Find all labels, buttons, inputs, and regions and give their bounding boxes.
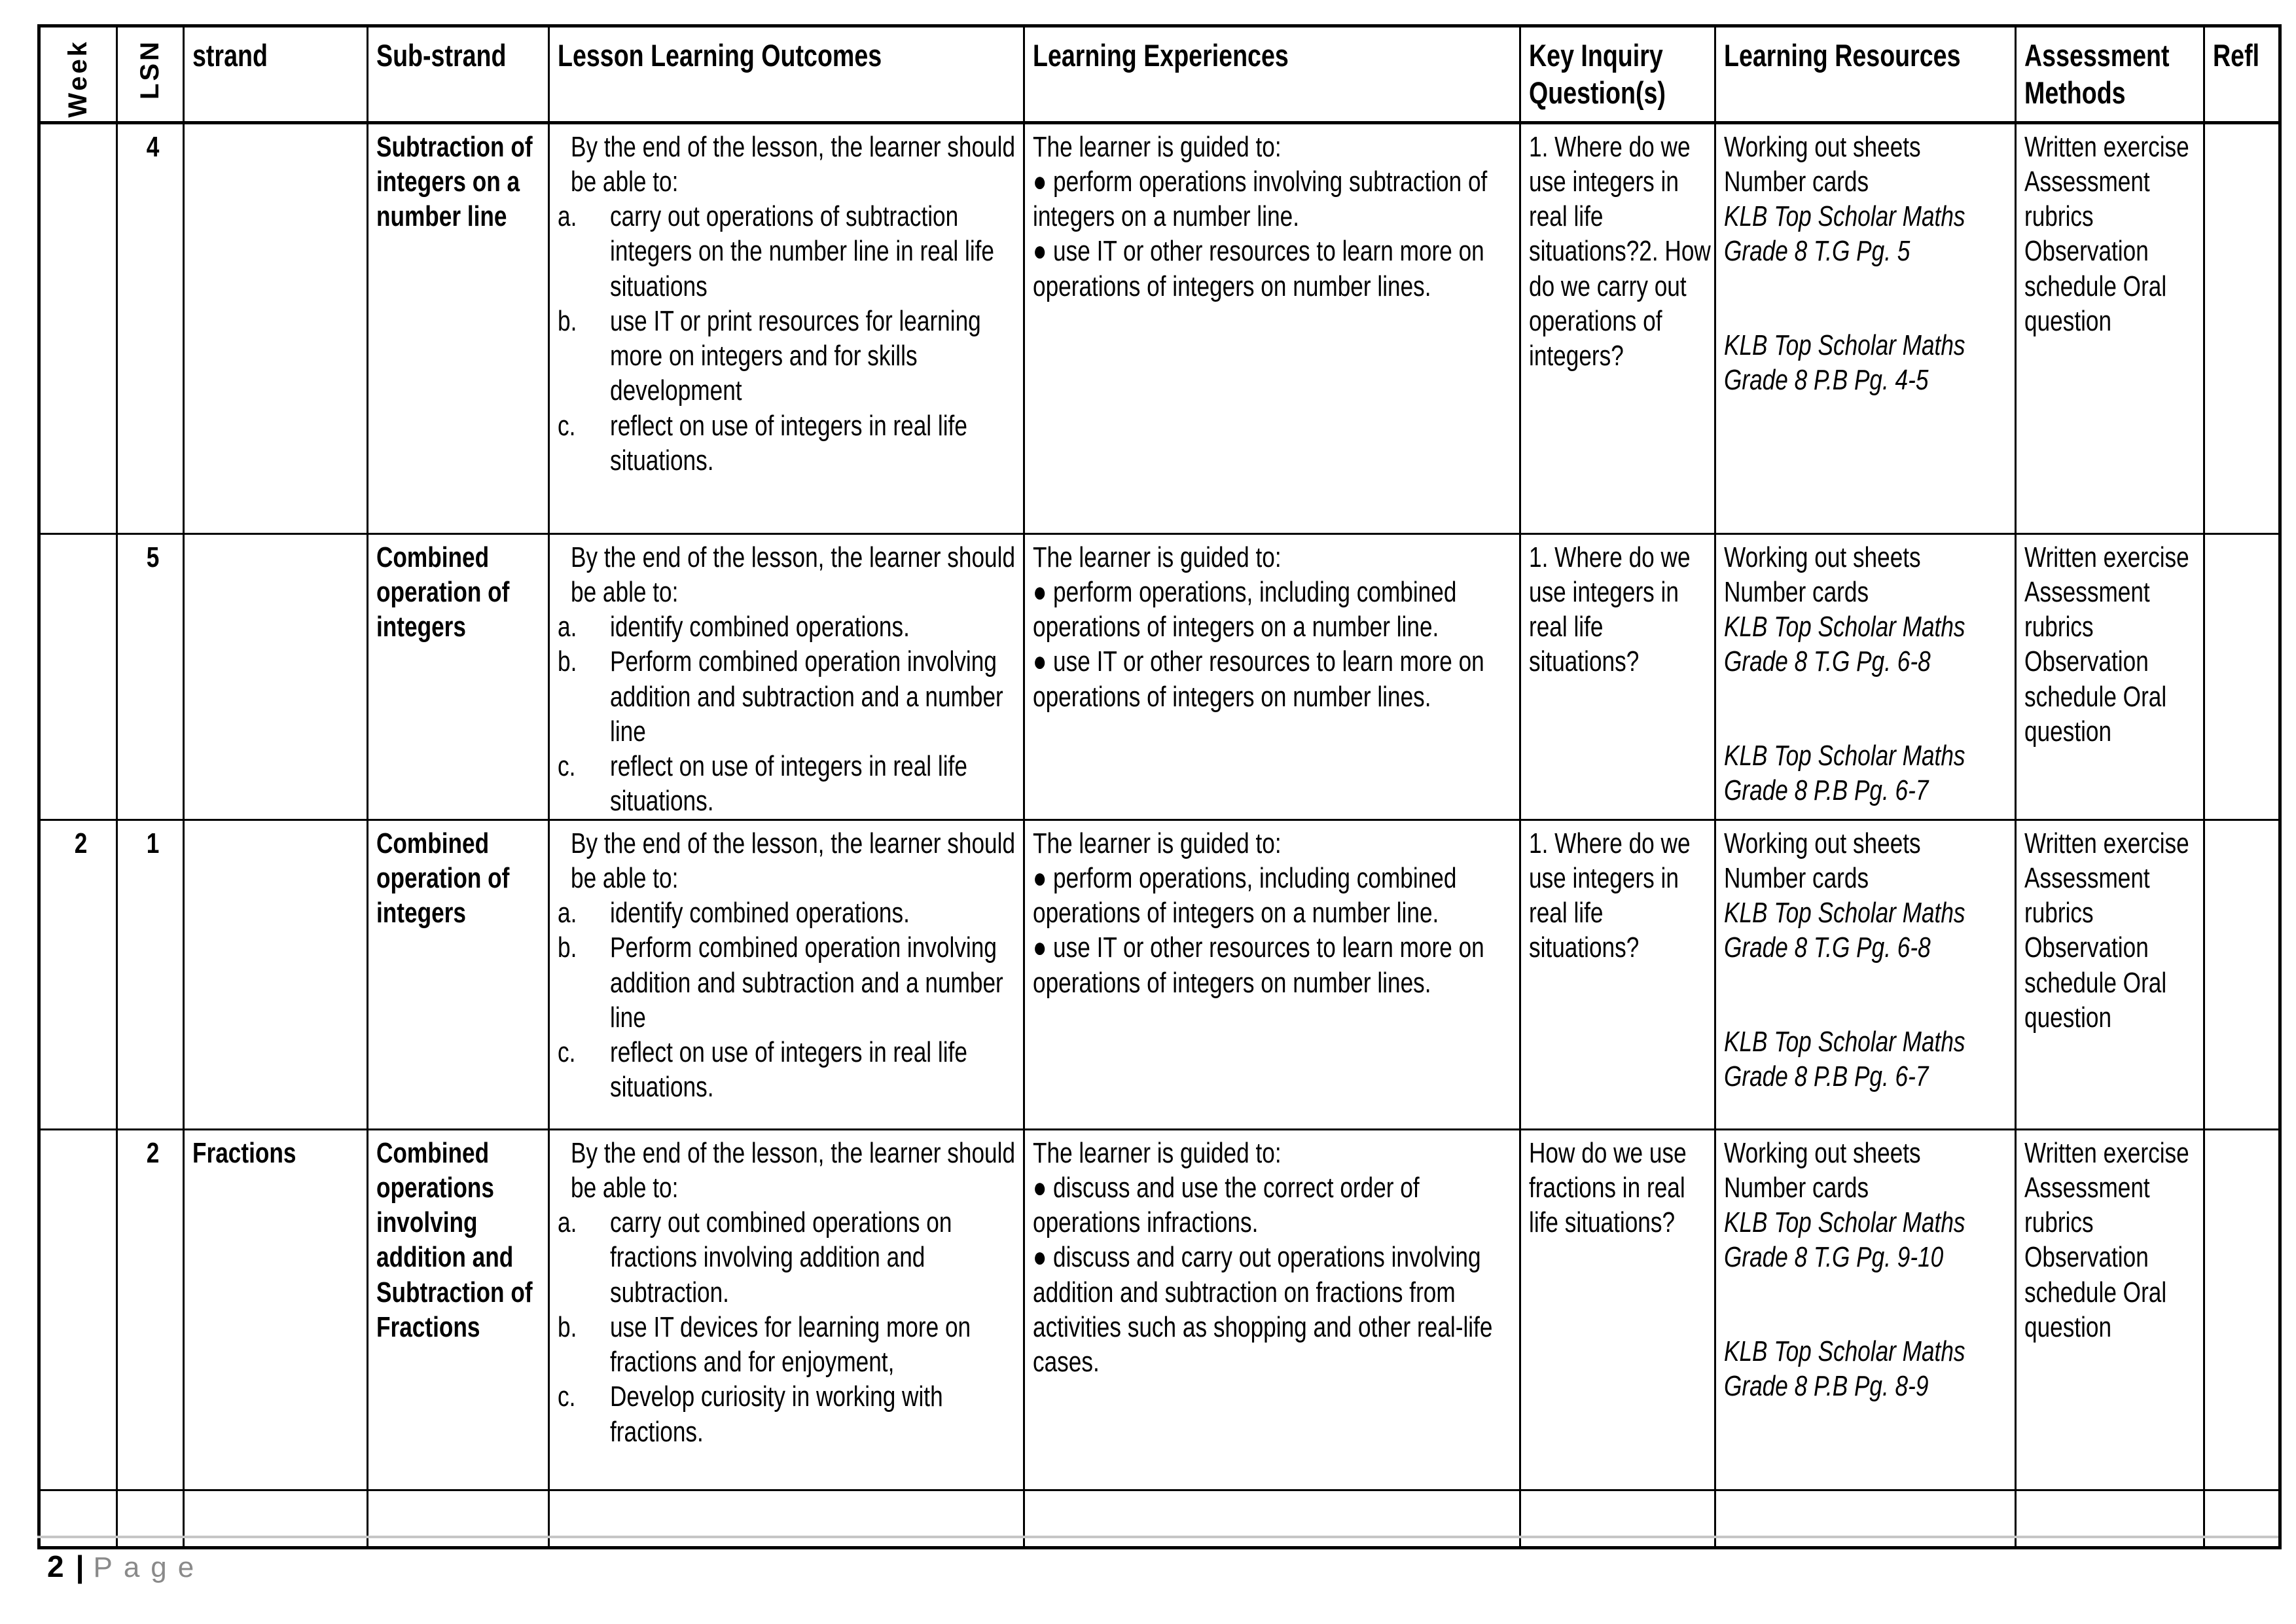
- cell-strand: [184, 820, 368, 1129]
- outcome-item: b. use IT devices for learning more on fractions and for enjoyment,: [558, 1310, 971, 1379]
- cell-strand: [184, 122, 368, 533]
- cell-week: [39, 122, 117, 533]
- resource-book: KLB Top Scholar Maths Grade 8 T.G Pg. 6-8: [1724, 897, 1965, 964]
- cell-assessment: Written exercise Assessment rubrics Observation schedule Oral question: [2016, 533, 2204, 820]
- cell-assessment: Written exercise Assessment rubrics Observation schedule Oral question: [2016, 1129, 2204, 1490]
- cell-strand: [184, 533, 368, 820]
- cell-experiences: [1024, 820, 1520, 1129]
- table-row: [39, 1129, 2280, 1490]
- cell-experiences: [1024, 533, 1520, 820]
- cell-assessment: Written exercise Assessment rubrics Observation schedule Oral question: [2016, 820, 2204, 1129]
- col-header-refl: Refl: [2204, 26, 2280, 123]
- cell-refl: [2204, 122, 2280, 533]
- cell-week: [39, 1490, 117, 1547]
- cell-inquiry: [1520, 1490, 1715, 1547]
- experience-bullet: ● use IT or other resources to learn more on operations of integers on number lines.: [1033, 234, 1516, 303]
- table-row: [39, 122, 2280, 533]
- cell-outcomes: [549, 820, 1024, 1129]
- outcome-item: b. use IT or print resources for learning more on integers and for skills development: [558, 304, 981, 407]
- scheme-of-work-table: [37, 24, 2282, 1549]
- cell-resources: [1715, 533, 2016, 820]
- cell-resources: [1715, 820, 2016, 1129]
- experience-bullet: ● use IT or other resources to learn more on operations of integers on number lines.: [1033, 930, 1516, 1000]
- cell-sub-strand: [368, 1490, 549, 1547]
- cell-resources: [1715, 122, 2016, 533]
- cell-inquiry: How do we use fractions in real life situations?: [1520, 1129, 1715, 1490]
- table-row: [39, 533, 2280, 820]
- cell-lsn: 2: [117, 1129, 184, 1490]
- footer-page-number: 2: [47, 1549, 64, 1583]
- resource-line: Working out sheets: [1724, 541, 1921, 573]
- cell-assessment: Written exercise Assessment rubrics Observation schedule Oral question: [2016, 122, 2204, 533]
- cell-experiences: [1024, 122, 1520, 533]
- col-header-week: [39, 26, 117, 123]
- experience-bullet: ● perform operations, including combined operations of integers on a number line.: [1033, 861, 1516, 930]
- outcome-item: b. Perform combined operation involving addition and subtraction and a number line: [558, 931, 1003, 1034]
- col-header-strand: strand: [184, 26, 368, 123]
- outcomes-intro: By the end of the lesson, the learner should be able to:: [571, 541, 1016, 609]
- outcome-item: c. reflect on use of integers in real life situations.: [558, 750, 967, 818]
- col-header-outcomes: Lesson Learning Outcomes: [549, 26, 1024, 123]
- outcome-item: c. reflect on use of integers in real life situations.: [558, 1036, 967, 1104]
- cell-inquiry: 1. Where do we use integers in real life situations?: [1520, 820, 1715, 1129]
- resource-book: KLB Top Scholar Maths Grade 8 P.B Pg. 6-7: [1724, 1025, 1965, 1092]
- resource-book: KLB Top Scholar Maths Grade 8 P.B Pg. 4-5: [1724, 329, 1965, 396]
- resource-book: KLB Top Scholar Maths Grade 8 T.G Pg. 6-8: [1724, 611, 1965, 678]
- table-row: [39, 820, 2280, 1129]
- outcome-item: c. reflect on use of integers in real life situations.: [558, 409, 967, 477]
- cell-lsn: [117, 1490, 184, 1547]
- col-header-lsn: [117, 26, 184, 123]
- table-row-empty: [39, 1490, 2280, 1547]
- col-header-inquiry: Key Inquiry Question(s): [1520, 26, 1715, 123]
- cell-week: 2: [39, 820, 117, 1129]
- outcome-item: a. identify combined operations.: [558, 897, 910, 929]
- experience-bullet: ● discuss and carry out operations involving addition and subtraction on fractions from activities such as shopping and other real-life cases.: [1033, 1240, 1516, 1379]
- cell-refl: [2204, 1490, 2280, 1547]
- cell-refl: [2204, 533, 2280, 820]
- cell-refl: [2204, 1129, 2280, 1490]
- col-header-resources: Learning Resources: [1715, 26, 2016, 123]
- resource-line: Working out sheets: [1724, 827, 1921, 859]
- cell-sub-strand: Combined operation of integers: [368, 820, 549, 1129]
- cell-resources: [1715, 1129, 2016, 1490]
- resource-line: Number cards: [1724, 1171, 1869, 1204]
- resource-book: KLB Top Scholar Maths Grade 8 P.B Pg. 6-7: [1724, 739, 1965, 806]
- resource-line: Number cards: [1724, 861, 1869, 894]
- cell-week: [39, 1129, 117, 1490]
- footer-separator: |: [75, 1549, 84, 1583]
- experiences-intro: The learner is guided to:: [1033, 541, 1282, 573]
- cell-inquiry: 1. Where do we use integers in real life situations?2. How do we carry out operations of integers?: [1520, 122, 1715, 533]
- outcome-item: a. identify combined operations.: [558, 611, 910, 643]
- cell-refl: [2204, 820, 2280, 1129]
- experience-bullet: ● discuss and use the correct order of operations infractions.: [1033, 1170, 1516, 1240]
- cell-sub-strand: Subtraction of integers on a number line: [368, 122, 549, 533]
- col-header-assessment: Assessment Methods: [2016, 26, 2204, 123]
- cell-experiences: [1024, 1490, 1520, 1547]
- cell-inquiry: 1. Where do we use integers in real life situations?: [1520, 533, 1715, 820]
- resource-line: Working out sheets: [1724, 1136, 1921, 1169]
- resource-line: Number cards: [1724, 166, 1869, 198]
- experiences-intro: The learner is guided to:: [1033, 130, 1282, 163]
- cell-outcomes: [549, 533, 1024, 820]
- resource-line: Working out sheets: [1724, 130, 1921, 163]
- cell-strand: [184, 1490, 368, 1547]
- col-header-experiences: Learning Experiences: [1024, 26, 1520, 123]
- page-footer: [47, 1549, 205, 1584]
- experience-bullet: ● perform operations involving subtraction of integers on a number line.: [1033, 164, 1516, 234]
- col-header-sub-strand: Sub-strand: [368, 26, 549, 123]
- cell-lsn: 5: [117, 533, 184, 820]
- cell-resources: [1715, 1490, 2016, 1547]
- outcome-item: b. Perform combined operation involving addition and subtraction and a number line: [558, 645, 1003, 748]
- experiences-intro: The learner is guided to:: [1033, 1136, 1282, 1169]
- footer-divider: [37, 1536, 2278, 1538]
- cell-week: [39, 533, 117, 820]
- outcome-item: a. carry out combined operations on fractions involving addition and subtraction.: [558, 1206, 952, 1308]
- resource-book: KLB Top Scholar Maths Grade 8 T.G Pg. 5: [1724, 200, 1965, 268]
- outcomes-intro: By the end of the lesson, the learner should be able to:: [571, 1136, 1016, 1204]
- cell-outcomes: [549, 1129, 1024, 1490]
- cell-assessment: [2016, 1490, 2204, 1547]
- cell-strand: Fractions: [184, 1129, 368, 1490]
- outcomes-intro: By the end of the lesson, the learner should be able to:: [571, 827, 1016, 894]
- footer-page-label: Page: [93, 1551, 206, 1583]
- header-row: [39, 26, 2280, 123]
- lsn-header-label: LSN: [135, 39, 164, 99]
- outcome-item: a. carry out operations of subtraction integers on the number line in real life situations: [558, 200, 995, 302]
- resource-book: KLB Top Scholar Maths Grade 8 T.G Pg. 9-10: [1724, 1206, 1965, 1274]
- cell-lsn: 4: [117, 122, 184, 533]
- cell-lsn: 1: [117, 820, 184, 1129]
- cell-outcomes: [549, 1490, 1024, 1547]
- resource-line: Number cards: [1724, 576, 1869, 609]
- experience-bullet: ● perform operations, including combined operations of integers on a number line.: [1033, 575, 1516, 644]
- cell-outcomes: [549, 122, 1024, 533]
- cell-experiences: [1024, 1129, 1520, 1490]
- cell-sub-strand: Combined operation of integers: [368, 533, 549, 820]
- week-header-label: Week: [63, 39, 92, 118]
- resource-book: KLB Top Scholar Maths Grade 8 P.B Pg. 8-9: [1724, 1335, 1965, 1402]
- outcomes-intro: By the end of the lesson, the learner should be able to:: [571, 130, 1016, 198]
- experience-bullet: ● use IT or other resources to learn more on operations of integers on number lines.: [1033, 644, 1516, 713]
- outcome-item: c. Develop curiosity in working with fractions.: [558, 1380, 943, 1448]
- cell-sub-strand: Combined operations involving addition and Subtraction of Fractions: [368, 1129, 549, 1490]
- experiences-intro: The learner is guided to:: [1033, 827, 1282, 859]
